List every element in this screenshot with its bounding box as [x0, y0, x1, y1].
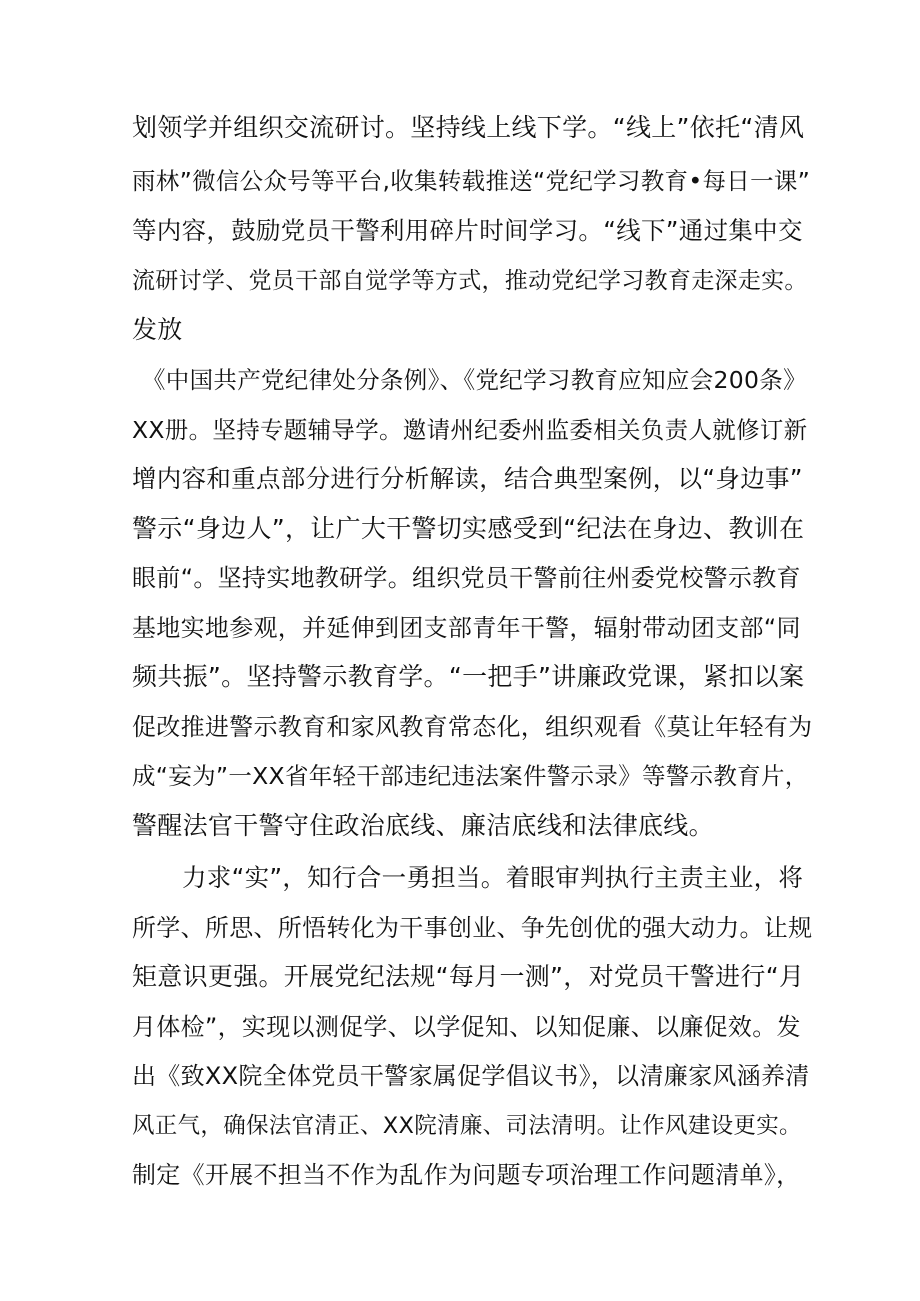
- text-line: 频共振”。坚持警示教育学。“一把手”讲廉政党课，紧扣以案: [132, 662, 805, 691]
- text-line: 流研讨学、党员干部自觉学等方式，推动党纪学习教育走深走实。: [132, 268, 808, 294]
- text-line: 风正气，确保法官清正、XX院清廉、司法清明。让作风建设更实。: [132, 1113, 802, 1139]
- text-line: 月体检”，实现以测促学、以学促知、以知促廉、以廉促效。发: [132, 1013, 801, 1041]
- text-line: XX册。坚持专题辅导学。邀请州纪委州监委相关负责人就修订新: [132, 416, 808, 444]
- text-line: 等内容，鼓励党员干警利用碎片时间学习。“线下”通过集中交: [132, 216, 803, 245]
- text-line: 力求“实”，知行合一勇担当。着眼审判执行主责主业，将: [182, 863, 804, 892]
- text-line: 矩意识更强。开展党纪法规“每月一测”，对党员干警进行“月: [132, 962, 805, 991]
- text-line: 划领学并组织交流研讨。坚持线上线下学。“线上”依托“清风: [132, 113, 805, 142]
- text-line: 发放: [132, 315, 183, 344]
- text-line: 出《致XX院全体党员干警家属促学倡议书》，以清廉家风涵养清: [132, 1062, 810, 1090]
- text-line: 所学、所思、所悟转化为干事创业、争先创优的强大动力。让规: [132, 914, 813, 942]
- text-line: 制定《开展不担当不作为乱作为问题专项治理工作问题清单》，: [132, 1161, 801, 1189]
- text-line: 《中国共产党纪律处分条例》、《党纪学习教育应知应会200条》: [142, 366, 807, 394]
- text-line: 成“妄为”一XX省年轻干部违纪违法案件警示录》等警示教育片，: [132, 762, 809, 790]
- text-line: 警示“身边人”，让广大干警切实感受到“纪法在身边、教训在: [132, 514, 805, 543]
- text-line: 增内容和重点部分进行分析解读，结合典型案例，以“身边事”: [132, 464, 803, 493]
- text-line: 雨林”微信公众号等平台,收集转载推送“党纪学习教育•每日一课”: [132, 167, 811, 195]
- text-line: 促改推进警示教育和家风教育常态化，组织观看《莫让年轻有为: [132, 713, 813, 741]
- text-line: 眼前“。坚持实地教研学。组织党员干警前往州委党校警示教育: [132, 564, 801, 592]
- text-line: 警醒法官干警守住政治底线、廉洁底线和法律底线。: [132, 811, 714, 840]
- text-line: 基地实地参观，并延伸到团支部青年干警，辐射带动团支部“同: [132, 614, 801, 642]
